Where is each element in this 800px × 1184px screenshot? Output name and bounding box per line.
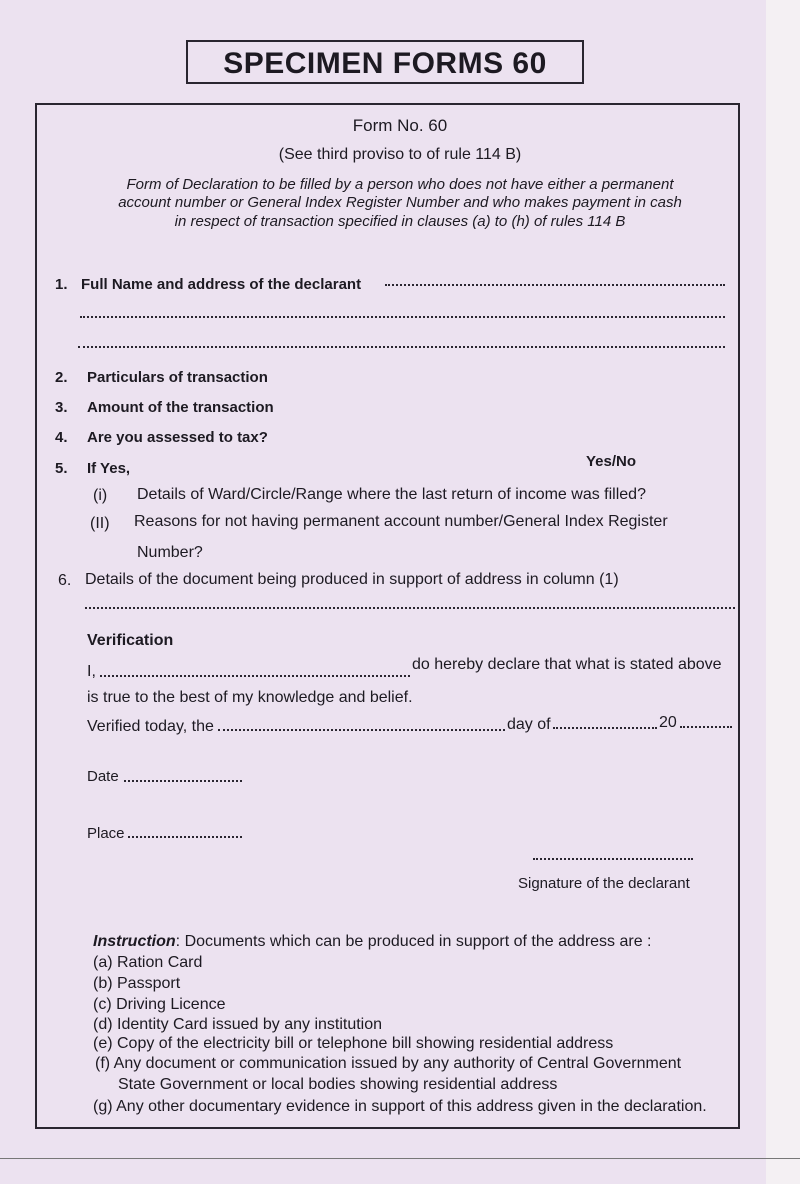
date-label: Date (87, 768, 119, 785)
item-4-number: 4. (55, 429, 68, 446)
item-6-label: Details of the document being produced in support of address in column (1) (85, 571, 619, 588)
verified-month-field[interactable] (553, 727, 657, 729)
item-5-label: If Yes, (87, 460, 131, 477)
form-description-line-2: account number or General Index Register Number and who makes payment in cash (118, 194, 682, 211)
full-name-field[interactable] (385, 284, 725, 286)
bottom-divider (0, 1158, 800, 1159)
sub-item-i-text: Details of Ward/Circle/Range where the last return of income was filled? (137, 486, 646, 503)
item-4-label: Are you assessed to tax? (87, 429, 268, 446)
item-1-label: Full Name and address of the declarant (81, 276, 362, 293)
sub-item-ii-text: Reasons for not having permanent account number/General Index Register (134, 513, 668, 530)
form-number: Form No. 60 (352, 116, 448, 135)
item-6-number: 6. (58, 572, 72, 589)
sub-item-ii-number: (II) (90, 515, 110, 532)
instruction-item-d: (d) Identity Card issued by any institution (93, 1016, 383, 1033)
address-field-line-2[interactable] (80, 316, 725, 318)
yes-no-option[interactable]: Yes/No (586, 453, 637, 470)
year-prefix-label: 20 (659, 714, 677, 731)
verification-belief-text: is true to the best of my knowledge and belief. (87, 689, 413, 706)
instruction-item-f: (f) Any document or communication issued by any authority of Central Government (95, 1055, 682, 1072)
instruction-item-c: (c) Driving Licence (93, 996, 226, 1013)
item-3-label: Amount of the transaction (87, 399, 274, 416)
declarant-name-field[interactable] (100, 675, 410, 677)
instruction-heading: Instruction (93, 933, 176, 950)
form-description-line-1: Form of Declaration to be filled by a person who does not have either a permanent (126, 176, 674, 193)
verified-today-label: Verified today, the (87, 718, 214, 735)
date-field[interactable] (124, 780, 242, 782)
place-label: Place (87, 825, 125, 842)
verified-day-field[interactable] (218, 729, 505, 731)
instruction-item-g: (g) Any other documentary evidence in support of this address given in the declaration. (93, 1098, 707, 1115)
verification-declare-text: do hereby declare that what is stated above (412, 656, 722, 673)
item-5-number: 5. (55, 460, 68, 477)
verified-year-field[interactable] (680, 726, 732, 728)
item-1-number: 1. (55, 276, 68, 293)
signature-field[interactable] (533, 858, 693, 860)
verification-i: I, (87, 663, 96, 680)
page-title: SPECIMEN FORMS 60 (186, 40, 584, 84)
form-description-line-3: in respect of transaction specified in clauses (a) to (h) of rules 114 B (174, 213, 626, 230)
sub-item-ii-text-cont: Number? (137, 544, 203, 561)
verification-heading: Verification (87, 632, 174, 649)
instruction-item-f-cont: State Government or local bodies showing residential address (118, 1076, 558, 1093)
sub-item-i-number: (i) (93, 487, 108, 504)
instruction-item-b: (b) Passport (93, 975, 181, 992)
item-3-number: 3. (55, 399, 68, 416)
signature-label: Signature of the declarant (518, 875, 690, 892)
instruction-item-e: (e) Copy of the electricity bill or telephone bill showing residential address (93, 1035, 614, 1052)
instruction-intro: : Documents which can be produced in support of the address are : (175, 933, 652, 950)
address-field-line-3[interactable] (78, 346, 725, 348)
instruction-block (93, 933, 652, 951)
day-of-label: day of (507, 716, 551, 733)
form-proviso: (See third proviso to of rule 114 B) (278, 146, 522, 163)
place-field[interactable] (128, 836, 242, 838)
item-2-number: 2. (55, 369, 68, 386)
document-details-field[interactable] (85, 607, 735, 609)
instruction-item-a: (a) Ration Card (93, 954, 203, 971)
item-2-label: Particulars of transaction (87, 369, 268, 386)
